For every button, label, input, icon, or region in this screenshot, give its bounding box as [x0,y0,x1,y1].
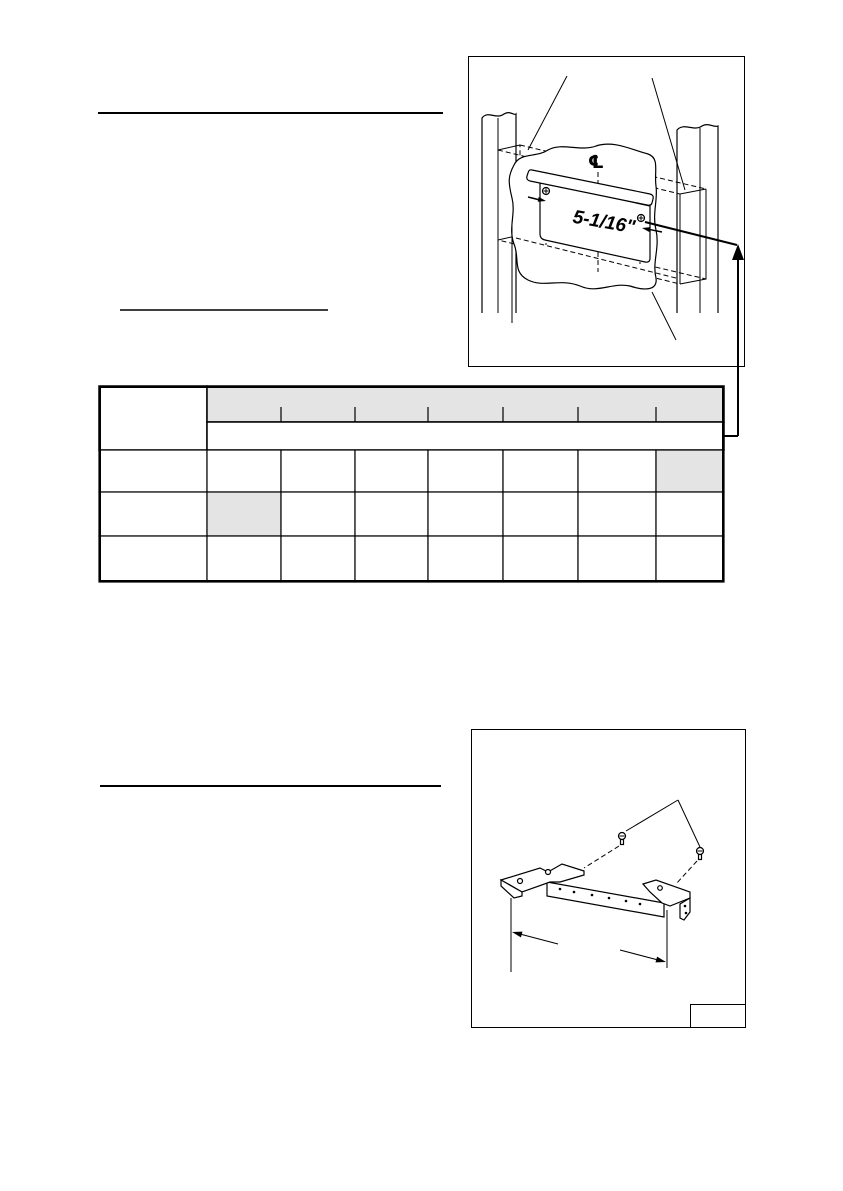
mounting-bracket [501,864,690,920]
screw-hole-right [638,215,645,222]
table-cell [656,536,724,582]
table-cell [355,450,428,492]
table-cell [207,450,281,492]
table-cell [281,492,355,536]
left-post [482,113,516,313]
table-cell [355,536,428,582]
table-body [99,450,724,582]
spec-table [99,386,724,582]
centerline-symbol: ℄ [587,152,605,173]
table-cell-shaded [207,492,281,536]
screw-leader-lines [626,800,700,847]
screw-right [697,848,704,860]
table-column-subheader [207,422,724,450]
table-cell [503,450,578,492]
screw-left [619,833,626,845]
screw-path-right [676,861,697,884]
figure-1 [469,57,745,367]
table-row-header-cell [99,536,207,582]
screw-path-left [584,846,619,868]
figure-number-box [691,1005,746,1028]
table-cell [656,492,724,536]
table-cell [428,450,503,492]
table-cell-shaded [656,450,724,492]
screw-hole-left [543,188,550,195]
table-column-group-header [207,386,724,422]
right-post [677,125,718,313]
table-row-header-cell [99,450,207,492]
table-row-header-cell [99,492,207,536]
table-cell [281,536,355,582]
table-row [99,492,724,536]
table-cell [428,492,503,536]
table-stub-header [99,386,207,450]
table-cell [281,450,355,492]
table-cell [355,492,428,536]
table-cell [578,536,656,582]
figure-2 [472,730,746,1028]
table-row [99,536,724,582]
table-cell [428,536,503,582]
table-cell [503,492,578,536]
table-row [99,450,724,492]
table-cell [578,492,656,536]
table-cell [503,536,578,582]
table-cell [578,450,656,492]
table-cell [207,536,281,582]
dimension-label: 5-1/16" [571,206,637,239]
